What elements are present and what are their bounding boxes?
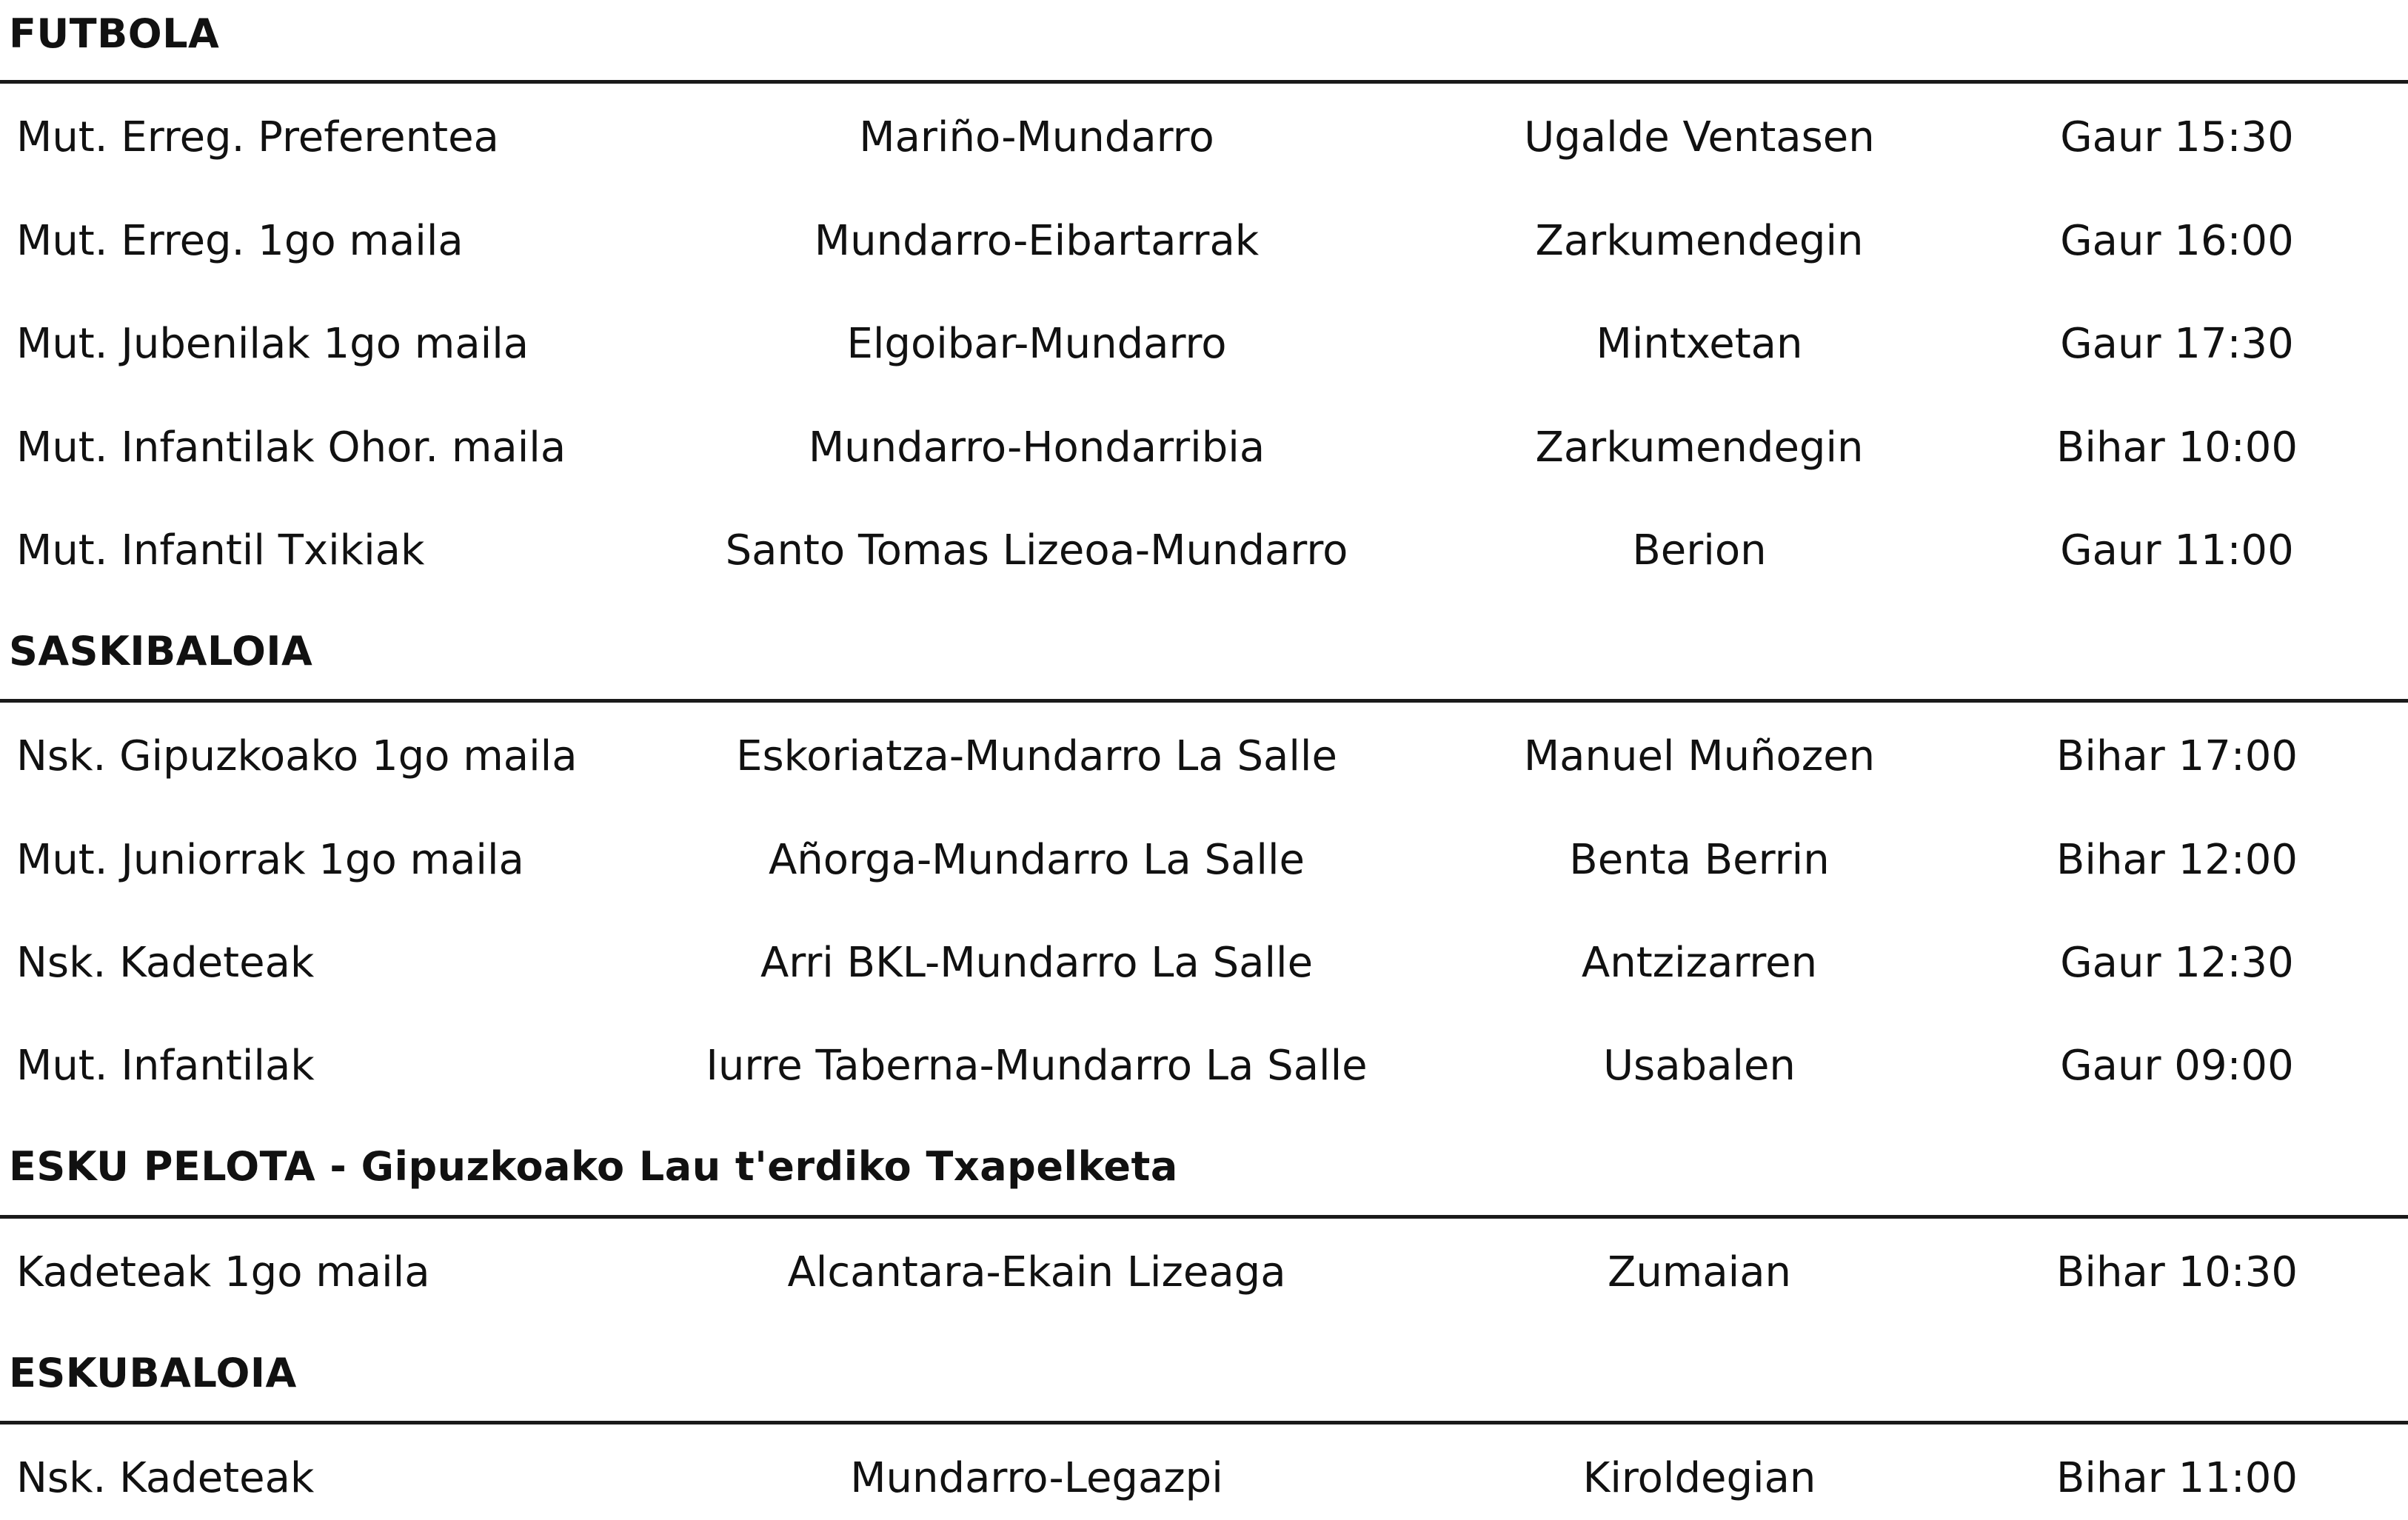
- section-title-saskibaloia: SASKIBALOIA: [9, 628, 313, 674]
- match-row: [0, 937, 2408, 989]
- venue-label: Antzizarren: [1581, 939, 1818, 987]
- match-label: Arri BKL-Mundarro La Salle: [760, 939, 1314, 987]
- time-label: Gaur 15:30: [2060, 113, 2294, 161]
- venue-label: Zarkumendegin: [1535, 423, 1864, 472]
- match-row: [0, 731, 2408, 783]
- category-label: Mut. Erreg. Preferentea: [16, 113, 499, 161]
- category-label: Mut. Infantilak Ohor. maila: [16, 423, 566, 472]
- time-label: Gaur 09:00: [2060, 1042, 2294, 1090]
- match-label: Alcantara-Ekain Lizeaga: [787, 1248, 1286, 1296]
- match-row: [0, 1247, 2408, 1299]
- match-row: [0, 525, 2408, 577]
- category-label: Mut. Infantil Txikiak: [16, 526, 425, 575]
- match-label: Mundarro-Eibartarrak: [814, 217, 1260, 265]
- category-label: Nsk. Kadeteak: [16, 939, 315, 987]
- section-divider: [0, 699, 2408, 703]
- time-label: Gaur 16:00: [2060, 217, 2294, 265]
- venue-label: Benta Berrin: [1569, 836, 1830, 884]
- match-row: [0, 1453, 2408, 1504]
- match-row: [0, 112, 2408, 164]
- section-divider: [0, 1215, 2408, 1219]
- match-row: [0, 1040, 2408, 1092]
- match-row: [0, 422, 2408, 474]
- category-label: Mut. Infantilak: [16, 1042, 315, 1090]
- match-label: Iurre Taberna-Mundarro La Salle: [706, 1042, 1368, 1090]
- venue-label: Usabalen: [1603, 1042, 1796, 1090]
- venue-label: Manuel Muñozen: [1523, 732, 1876, 780]
- section-divider: [0, 1421, 2408, 1424]
- venue-label: Kiroldegian: [1582, 1454, 1816, 1502]
- match-row: [0, 215, 2408, 267]
- time-label: Gaur 17:30: [2060, 320, 2294, 368]
- match-label: Eskoriatza-Mundarro La Salle: [736, 732, 1337, 780]
- match-label: Elgoibar-Mundarro: [846, 320, 1227, 368]
- match-label: Mundarro-Hondarribia: [808, 423, 1265, 472]
- section-title-esku-pelota: ESKU PELOTA - Gipuzkoako Lau t'erdiko Txapelketa: [9, 1143, 1178, 1190]
- match-label: Santo Tomas Lizeoa-Mundarro: [725, 526, 1348, 575]
- venue-label: Ugalde Ventasen: [1524, 113, 1875, 161]
- venue-label: Zarkumendegin: [1535, 217, 1864, 265]
- venue-label: Berion: [1632, 526, 1767, 575]
- match-row: [0, 834, 2408, 886]
- time-label: Gaur 11:00: [2060, 526, 2294, 575]
- category-label: Mut. Juniorrak 1go maila: [16, 836, 524, 884]
- section-title-futbola: FUTBOLA: [9, 10, 220, 57]
- time-label: Bihar 10:30: [2056, 1248, 2298, 1296]
- match-row: [0, 318, 2408, 370]
- category-label: Kadeteak 1go maila: [16, 1248, 430, 1296]
- category-label: Nsk. Kadeteak: [16, 1454, 315, 1502]
- category-label: Nsk. Gipuzkoako 1go maila: [16, 732, 578, 780]
- venue-label: Mintxetan: [1596, 320, 1803, 368]
- section-divider: [0, 80, 2408, 84]
- time-label: Bihar 17:00: [2056, 732, 2298, 780]
- venue-label: Zumaian: [1607, 1248, 1792, 1296]
- match-label: Añorga-Mundarro La Salle: [769, 836, 1305, 884]
- time-label: Gaur 12:30: [2060, 939, 2294, 987]
- time-label: Bihar 10:00: [2056, 423, 2298, 472]
- match-label: Mariño-Mundarro: [859, 113, 1214, 161]
- category-label: Mut. Erreg. 1go maila: [16, 217, 464, 265]
- time-label: Bihar 12:00: [2056, 836, 2298, 884]
- match-label: Mundarro-Legazpi: [850, 1454, 1223, 1502]
- time-label: Bihar 11:00: [2056, 1454, 2298, 1502]
- category-label: Mut. Jubenilak 1go maila: [16, 320, 529, 368]
- section-title-eskubaloia: ESKUBALOIA: [9, 1350, 297, 1396]
